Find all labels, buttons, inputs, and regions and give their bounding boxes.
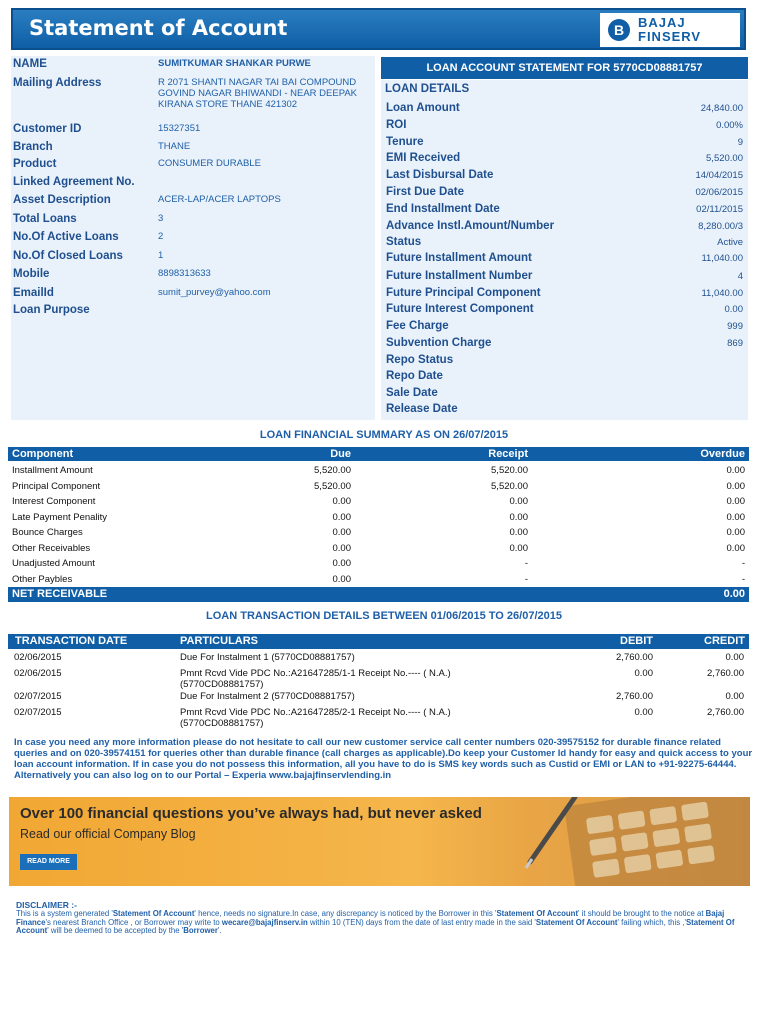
txn-debit-cell: 2,760.00 bbox=[616, 691, 653, 702]
summary-amount-cell: 5,520.00 bbox=[491, 465, 528, 476]
txn-debit-cell: 0.00 bbox=[634, 668, 653, 679]
disclaimer-text: This is a system generated 'Statement Of Account' hence, needs no signature.In case, any discrepancy is noticed by the Borrower in this 'Statement Of Account' it should be brought to the notice at Bajaj Finance's nearest Branch Office , or Borrower may write to wecare@bajajfinserv.in within 10 (TEN) days from the date of last entry made in the said 'Statement Of Account' failing which, this ,'Statement Of Account' will be deemed to be accepted by the 'Borrower'. bbox=[16, 908, 735, 936]
summary-component-cell: Late Payment Penality bbox=[12, 511, 108, 523]
transactions-table-header bbox=[8, 634, 749, 649]
loan-detail-label: Last Disbursal Date bbox=[386, 169, 494, 181]
loan-detail-label: Advance Instl.Amount/Number bbox=[386, 220, 555, 232]
loan-detail-value: 24,840.00 bbox=[700, 103, 743, 114]
txn-date-cell: 02/07/2015 bbox=[14, 707, 62, 718]
loan-detail-value: 14/04/2015 bbox=[695, 170, 743, 181]
banner-subtitle: Read our official Company Blog bbox=[20, 827, 196, 841]
loan-detail-label: Fee Charge bbox=[386, 320, 449, 332]
loan-detail-value: 02/11/2015 bbox=[696, 204, 743, 215]
summary-amount-cell: - bbox=[741, 558, 745, 569]
summary-amount-cell: 0.00 bbox=[726, 527, 745, 538]
loan-detail-value: 0.00% bbox=[716, 120, 743, 131]
loan-detail-value: 869 bbox=[727, 338, 743, 349]
summary-col-component: Component bbox=[12, 448, 74, 460]
summary-component-cell: Installment Amount bbox=[12, 465, 93, 476]
disclaimer bbox=[16, 901, 746, 936]
loan-detail-label: Subvention Charge bbox=[386, 337, 492, 349]
txn-credit-cell: 2,760.00 bbox=[707, 668, 744, 679]
net-receivable-label: NET RECEIVABLE bbox=[12, 588, 108, 600]
loan-detail-value: 11,040.00 bbox=[701, 288, 743, 299]
loan-detail-label: Status bbox=[386, 236, 422, 248]
loan-detail-value: 0.00 bbox=[724, 304, 743, 315]
summary-amount-cell: 0.00 bbox=[332, 527, 351, 538]
loan-detail-value: 11,040.00 bbox=[701, 253, 743, 264]
summary-amount-cell: 0.00 bbox=[726, 511, 745, 523]
loan-detail-value: 999 bbox=[727, 321, 743, 332]
txn-particulars-cell: Due For Instalment 2 (5770CD08881757) bbox=[180, 691, 355, 702]
summary-col-receipt: Receipt bbox=[488, 448, 528, 460]
loan-detail-label: EMI Received bbox=[386, 152, 461, 164]
summary-amount-cell: 5,520.00 bbox=[314, 480, 351, 492]
calculator-icon bbox=[500, 797, 750, 886]
loan-detail-value: Active bbox=[717, 237, 743, 248]
transactions-title: LOAN TRANSACTION DETAILS BETWEEN 01/06/2015 TO 26/07/2015 bbox=[206, 610, 562, 622]
txn-col-credit: CREDIT bbox=[704, 635, 745, 647]
loan-detail-label: Repo Date bbox=[386, 370, 443, 382]
txn-debit-cell: 0.00 bbox=[634, 707, 653, 718]
bajaj-finserv-logo bbox=[600, 13, 740, 47]
summary-col-overdue: Overdue bbox=[700, 448, 745, 460]
txn-col-debit: DEBIT bbox=[620, 635, 653, 647]
txn-particulars-cell: Pmnt Rcvd Vide PDC No.:A21647285/1-1 Receipt No.---- ( N.A.) (5770CD08881757) bbox=[180, 668, 451, 690]
txn-date-cell: 02/06/2015 bbox=[14, 652, 62, 663]
summary-amount-cell: 0.00 bbox=[332, 496, 351, 507]
summary-amount-cell: - bbox=[741, 573, 745, 585]
summary-component-cell: Principal Component bbox=[12, 480, 101, 492]
loan-detail-label: Release Date bbox=[386, 403, 458, 415]
customer-service-note: In case you need any more information please do not hesitate to call our new customer service call center numbers 020-39575152 for durable finance related queries and on 020-39574151 for queries other than durable finance (call charges as applicable).Do keep your Customer Id handy for easy and quick access to your loan account information. If in case you do not possess this information, all you have to do is SMS key words such as Custid or EMI or LAN to +91-92275-64444. Alternatively you can also log on to our Portal – Experia www.bajajfinservlending.in bbox=[14, 737, 753, 781]
summary-amount-cell: - bbox=[524, 558, 528, 569]
loan-detail-value: 8,280.00/3 bbox=[698, 221, 743, 232]
logo-text-line1: BAJAJ bbox=[638, 15, 686, 30]
summary-amount-cell: 0.00 bbox=[332, 558, 351, 569]
summary-amount-cell: 0.00 bbox=[332, 511, 351, 523]
loan-details-heading: LOAN DETAILS bbox=[385, 83, 470, 95]
summary-amount-cell: - bbox=[524, 573, 528, 585]
loan-detail-label: Future Principal Component bbox=[386, 287, 541, 299]
txn-debit-cell: 2,760.00 bbox=[616, 652, 653, 663]
loan-detail-label: End Installment Date bbox=[386, 203, 500, 215]
txn-credit-cell: 0.00 bbox=[725, 691, 744, 702]
loan-detail-value: 5,520.00 bbox=[706, 153, 743, 164]
blog-banner[interactable] bbox=[9, 797, 750, 886]
loan-detail-value: 4 bbox=[737, 271, 743, 282]
summary-amount-cell: 0.00 bbox=[726, 542, 745, 554]
txn-date-cell: 02/07/2015 bbox=[14, 691, 62, 702]
summary-component-cell: Interest Component bbox=[12, 496, 96, 507]
summary-amount-cell: 5,520.00 bbox=[314, 465, 351, 476]
loan-detail-label: Sale Date bbox=[386, 387, 438, 399]
loan-detail-value: 9 bbox=[737, 137, 743, 148]
loan-detail-label: Tenure bbox=[386, 136, 424, 148]
net-receivable-bar bbox=[8, 587, 749, 602]
logo-mark-icon: B bbox=[608, 19, 630, 41]
summary-amount-cell: 0.00 bbox=[332, 542, 351, 554]
summary-amount-cell: 0.00 bbox=[509, 527, 528, 538]
summary-col-due: Due bbox=[330, 448, 351, 460]
summary-table-header bbox=[8, 447, 749, 461]
summary-component-cell: Bounce Charges bbox=[12, 527, 83, 538]
summary-amount-cell: 0.00 bbox=[726, 465, 745, 476]
summary-amount-cell: 0.00 bbox=[726, 496, 745, 507]
logo-text-line2: FINSERV bbox=[638, 29, 702, 44]
disclaimer-email-link[interactable]: wecare@bajajfinserv.in bbox=[221, 917, 308, 927]
customer-details-panel: NAME SUMITKUMAR SHANKAR PURWE Mailing Address R 2071 SHANTI NAGAR TAI BAI COMPOUND GOVIND NAGAR BHIWANDI - NEAR DEEPAK KIRANA STORE THANE 421302 Customer ID 15327351 Branch THANE Product CONSUMER DURABLE Linked Agreement No. Asset Description ACER-LAP/ACER LAPTOPS Total Loans 3 No.Of Active Loans 2 No.Of Closed Loans 1 Mobile 8898313633 EmailId sumit_purvey@yahoo.com Loan Purpose bbox=[11, 56, 375, 420]
summary-title: LOAN FINANCIAL SUMMARY AS ON 26/07/2015 bbox=[259, 429, 509, 441]
net-receivable-value: 0.00 bbox=[723, 588, 745, 600]
disclaimer-heading: DISCLAIMER :- bbox=[16, 900, 77, 910]
loan-detail-label: Repo Status bbox=[386, 354, 454, 366]
txn-particulars-cell: Due For Instalment 1 (5770CD08881757) bbox=[180, 652, 355, 663]
read-more-button[interactable]: READ MORE bbox=[20, 854, 77, 870]
summary-amount-cell: 0.00 bbox=[509, 496, 528, 507]
summary-component-cell: Other Receivables bbox=[12, 542, 91, 554]
txn-col-date: TRANSACTION DATE bbox=[15, 635, 128, 647]
txn-credit-cell: 2,760.00 bbox=[707, 707, 744, 718]
loan-detail-label: First Due Date bbox=[386, 186, 464, 198]
summary-amount-cell: 0.00 bbox=[509, 542, 528, 554]
summary-amount-cell: 0.00 bbox=[332, 573, 351, 585]
txn-particulars-cell: Pmnt Rcvd Vide PDC No.:A21647285/2-1 Receipt No.---- ( N.A.) (5770CD08881757) bbox=[180, 707, 451, 729]
loan-detail-label: Loan Amount bbox=[386, 102, 460, 114]
loan-detail-value: 02/06/2015 bbox=[695, 187, 743, 198]
txn-date-cell: 02/06/2015 bbox=[14, 668, 62, 679]
banner-headline: Over 100 financial questions you’ve always had, but never asked bbox=[20, 805, 482, 822]
loan-detail-label: Future Interest Component bbox=[386, 303, 534, 315]
loan-statement-title: LOAN ACCOUNT STATEMENT FOR 5770CD08881757 bbox=[381, 57, 748, 79]
loan-detail-label: Future Installment Amount bbox=[386, 252, 532, 264]
summary-amount-cell: 0.00 bbox=[509, 511, 528, 523]
page-title: Statement of Account bbox=[29, 16, 288, 40]
statement-header bbox=[11, 8, 746, 50]
loan-details-panel bbox=[381, 80, 748, 420]
loan-detail-label: ROI bbox=[386, 119, 407, 131]
summary-amount-cell: 0.00 bbox=[726, 480, 745, 492]
loan-detail-label: Future Installment Number bbox=[386, 270, 533, 282]
summary-component-cell: Other Paybles bbox=[12, 573, 73, 585]
txn-col-particulars: PARTICULARS bbox=[180, 635, 259, 647]
summary-amount-cell: 5,520.00 bbox=[491, 480, 528, 492]
summary-component-cell: Unadjusted Amount bbox=[12, 558, 95, 569]
txn-credit-cell: 0.00 bbox=[725, 652, 744, 663]
